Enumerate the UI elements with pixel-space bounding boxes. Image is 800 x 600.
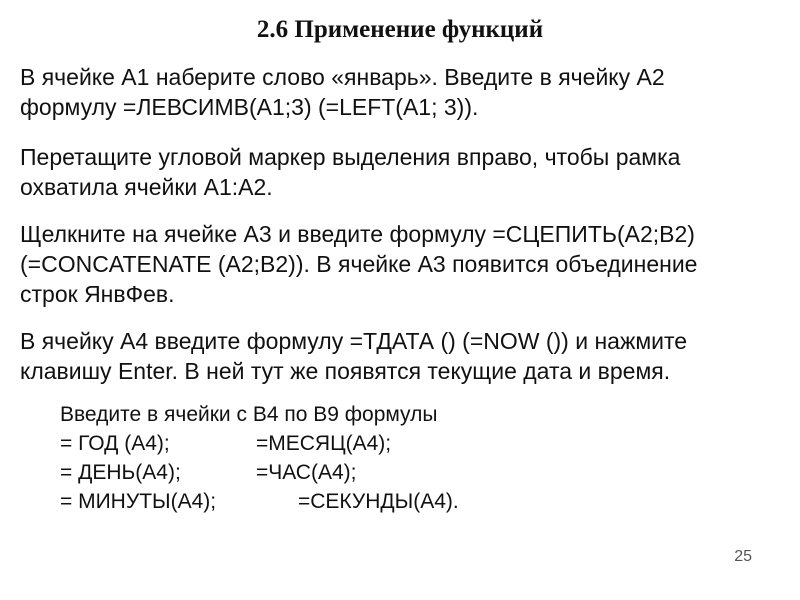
paragraph-line: охватила ячейки А1:А2. — [20, 174, 273, 200]
formula-row — [60, 458, 437, 487]
page-number: 25 — [734, 548, 752, 565]
formula-year: = ГОД (A4); — [60, 432, 170, 455]
paragraph-line: формулу =ЛЕВСИМВ(A1;3) (=LEFT(A1; 3)). — [20, 94, 479, 120]
slide-title: 2.6 Применение функций — [256, 16, 544, 43]
formula-minutes: = МИНУТЫ(A4); — [60, 490, 217, 513]
paragraph-line: клавишу Enter. В ней тут же появятся текущие дата и время. — [20, 358, 671, 384]
formula-hour: =ЧАС(A4); — [256, 461, 357, 484]
paragraph-line: строк ЯнвФев. — [20, 281, 175, 307]
paragraph-drag-marker — [20, 142, 790, 202]
formula-row — [60, 487, 459, 516]
formulas-intro: Введите в ячейки с B4 по B9 формулы — [60, 403, 438, 426]
formula-day: = ДЕНЬ(A4); — [60, 461, 181, 484]
formula-month: =МЕСЯЦ(A4); — [256, 432, 392, 455]
paragraph-line: Перетащите угловой маркер выделения вправо, чтобы рамка — [20, 144, 681, 170]
paragraph-line: (=CONCATENATE (A2;B2)). В ячейке А3 появится объединение — [20, 251, 698, 277]
paragraph-line: В ячейку А4 введите формулу =ТДАТА () (=NOW ()) и нажмите — [20, 328, 688, 354]
paragraph-now — [20, 326, 790, 386]
paragraph-line: Щелкните на ячейке А3 и введите формулу =СЦЕПИТЬ(A2;B2) — [20, 221, 695, 247]
formula-seconds: =СЕКУНДЫ(A4). — [298, 490, 459, 513]
formulas-block — [60, 400, 459, 516]
formula-row — [60, 429, 437, 458]
paragraph-concatenate — [20, 219, 790, 309]
paragraph-enter-word — [20, 62, 790, 122]
paragraph-line: В ячейке А1 наберите слово «январь». Введите в ячейку А2 — [20, 64, 665, 90]
